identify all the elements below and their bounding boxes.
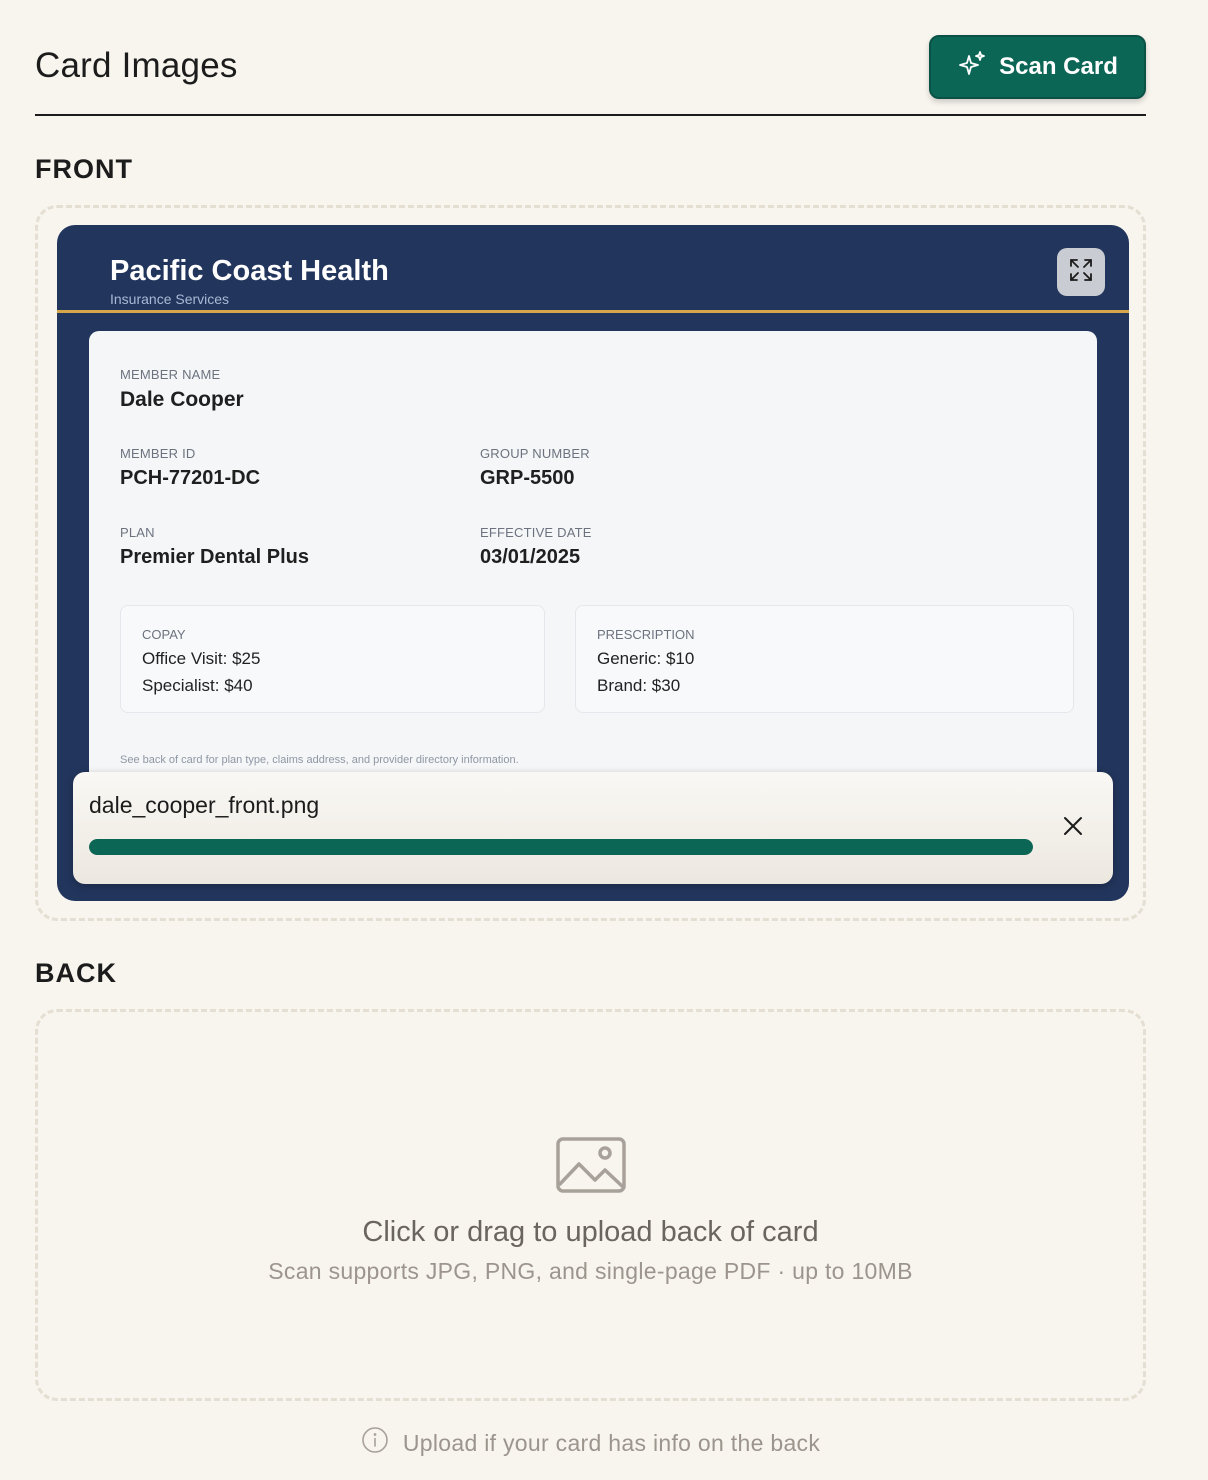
copay-line: Office Visit: $25 xyxy=(142,649,261,668)
effective-date-label: EFFECTIVE DATE xyxy=(480,525,592,540)
member-name-value: Dale Cooper xyxy=(120,388,244,411)
expand-icon xyxy=(1067,256,1095,289)
expand-preview-button[interactable] xyxy=(1057,248,1105,296)
member-id-label: MEMBER ID xyxy=(120,446,196,461)
member-id-field xyxy=(120,446,260,490)
upload-progress-bar xyxy=(89,839,1033,855)
member-id-value: PCH-77201-DC xyxy=(120,467,261,489)
plan-value: Premier Dental Plus xyxy=(120,546,309,568)
insurer-subtitle: Insurance Services xyxy=(110,291,230,307)
copay-box xyxy=(120,605,545,713)
member-name-label: MEMBER NAME xyxy=(120,367,221,382)
card-images-header xyxy=(35,34,1146,116)
scan-card-label: Scan Card xyxy=(999,53,1118,80)
copay-line: Specialist: $40 xyxy=(142,676,253,695)
back-upload-dropzone[interactable] xyxy=(35,1009,1146,1401)
front-section-label: FRONT xyxy=(35,154,133,184)
scan-card-button[interactable] xyxy=(929,35,1146,99)
upload-progress-fill xyxy=(89,839,1033,855)
plan-field xyxy=(120,525,309,569)
group-number-value: GRP-5500 xyxy=(480,467,575,489)
copay-label: COPAY xyxy=(142,627,186,642)
sparkles-icon xyxy=(957,49,987,86)
card-header xyxy=(57,225,1129,313)
close-icon xyxy=(1061,814,1085,843)
upload-status-bar xyxy=(73,772,1113,884)
hint-text: Upload if your card has info on the back xyxy=(402,1429,821,1456)
drop-subtitle: Scan supports JPG, PNG, and single-page PDF · up to 10MB xyxy=(268,1258,913,1284)
front-dropzone[interactable] xyxy=(35,205,1146,921)
back-upload-hint xyxy=(0,1426,1181,1460)
back-section-label: BACK xyxy=(35,958,117,988)
card-fine-print: See back of card for plan type, claims address, and provider directory information. xyxy=(120,754,519,766)
effective-date-field xyxy=(480,525,592,569)
plan-label: PLAN xyxy=(120,525,155,540)
member-name-field xyxy=(120,367,244,412)
image-icon xyxy=(555,1136,627,1196)
group-number-label: GROUP NUMBER xyxy=(480,446,590,461)
prescription-box xyxy=(575,605,1074,713)
prescription-line: Brand: $30 xyxy=(597,676,681,695)
info-icon xyxy=(361,1426,389,1460)
group-number-field xyxy=(480,446,590,490)
page-title: Card Images xyxy=(35,46,238,85)
front-card-preview xyxy=(57,225,1129,901)
card-details xyxy=(89,331,1097,801)
insurer-name: Pacific Coast Health xyxy=(110,255,389,287)
drop-title: Click or drag to upload back of card xyxy=(362,1216,819,1248)
prescription-line: Generic: $10 xyxy=(597,649,695,668)
prescription-label: PRESCRIPTION xyxy=(597,627,695,642)
effective-date-value: 03/01/2025 xyxy=(480,546,581,568)
uploaded-file-name: dale_cooper_front.png xyxy=(89,792,320,818)
remove-file-button[interactable] xyxy=(1057,812,1089,844)
